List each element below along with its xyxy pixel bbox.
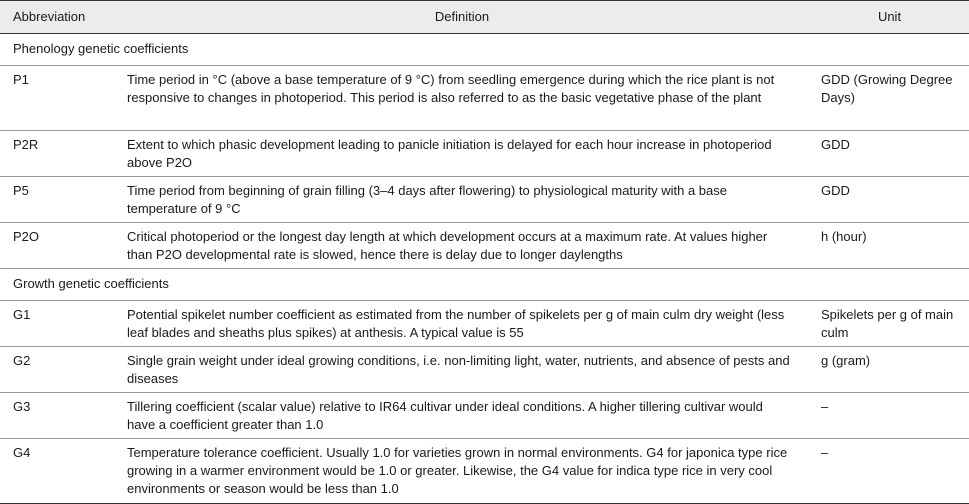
section-title: Phenology genetic coefficients	[0, 34, 969, 66]
definition-cell: Time period from beginning of grain filling (3–4 days after flowering) to physiological maturity with a base temperature of 9 °C	[114, 177, 810, 223]
abbreviation-cell: G3	[0, 393, 114, 439]
unit-cell: –	[810, 393, 969, 439]
table-row	[0, 439, 969, 504]
definition-cell: Temperature tolerance coefficient. Usually 1.0 for varieties grown in normal environments. G4 for japonica type rice growing in a warmer environment would be 1.0 or greater. Likewise, the G4 value for indica type rice in very cool environments or season would be less than 1.0	[114, 439, 810, 504]
unit-cell: GDD	[810, 177, 969, 223]
column-header-unit: Unit	[810, 1, 969, 34]
table-row	[0, 131, 969, 177]
abbreviation-cell: G4	[0, 439, 114, 504]
table-row	[0, 393, 969, 439]
unit-cell: g (gram)	[810, 347, 969, 393]
definition-cell: Critical photoperiod or the longest day length at which development occurs at a maximum rate. At values higher than P2O developmental rate is slowed, hence there is delay due to longer daylengths	[114, 223, 810, 269]
abbreviation-cell: G1	[0, 301, 114, 347]
table-row	[0, 177, 969, 223]
definition-cell: Tillering coefficient (scalar value) relative to IR64 cultivar under ideal conditions. A higher tillering cultivar would have a coefficient greater than 1.0	[114, 393, 810, 439]
table-row	[0, 301, 969, 347]
table-header	[0, 1, 969, 34]
header-row	[0, 1, 969, 34]
definition-cell: Time period in °C (above a base temperature of 9 °C) from seedling emergence during which the rice plant is not responsive to changes in photoperiod. This period is also referred to as the basic vegetative phase of the plant	[114, 66, 810, 131]
table-row	[0, 223, 969, 269]
definition-cell: Extent to which phasic development leading to panicle initiation is delayed for each hour increase in photoperiod above P2O	[114, 131, 810, 177]
abbreviation-cell: P2R	[0, 131, 114, 177]
table-row	[0, 66, 969, 131]
section-row-growth	[0, 269, 969, 301]
table-row	[0, 347, 969, 393]
column-header-abbreviation: Abbreviation	[0, 1, 114, 34]
definition-cell: Single grain weight under ideal growing conditions, i.e. non-limiting light, water, nutrients, and absence of pests and diseases	[114, 347, 810, 393]
unit-cell: GDD	[810, 131, 969, 177]
unit-cell: Spikelets per g of main culm	[810, 301, 969, 347]
unit-cell: –	[810, 439, 969, 504]
section-title: Growth genetic coefficients	[0, 269, 969, 301]
definition-cell: Potential spikelet number coefficient as estimated from the number of spikelets per g of main culm dry weight (less leaf blades and sheaths plus spikes) at anthesis. A typical value is 55	[114, 301, 810, 347]
abbreviation-cell: P2O	[0, 223, 114, 269]
column-header-definition: Definition	[114, 1, 810, 34]
abbreviation-cell: P5	[0, 177, 114, 223]
unit-cell: h (hour)	[810, 223, 969, 269]
abbreviation-cell: G2	[0, 347, 114, 393]
abbreviation-cell: P1	[0, 66, 114, 131]
section-row-phenology	[0, 34, 969, 66]
table-body	[0, 34, 969, 504]
unit-cell: GDD (Growing Degree Days)	[810, 66, 969, 131]
